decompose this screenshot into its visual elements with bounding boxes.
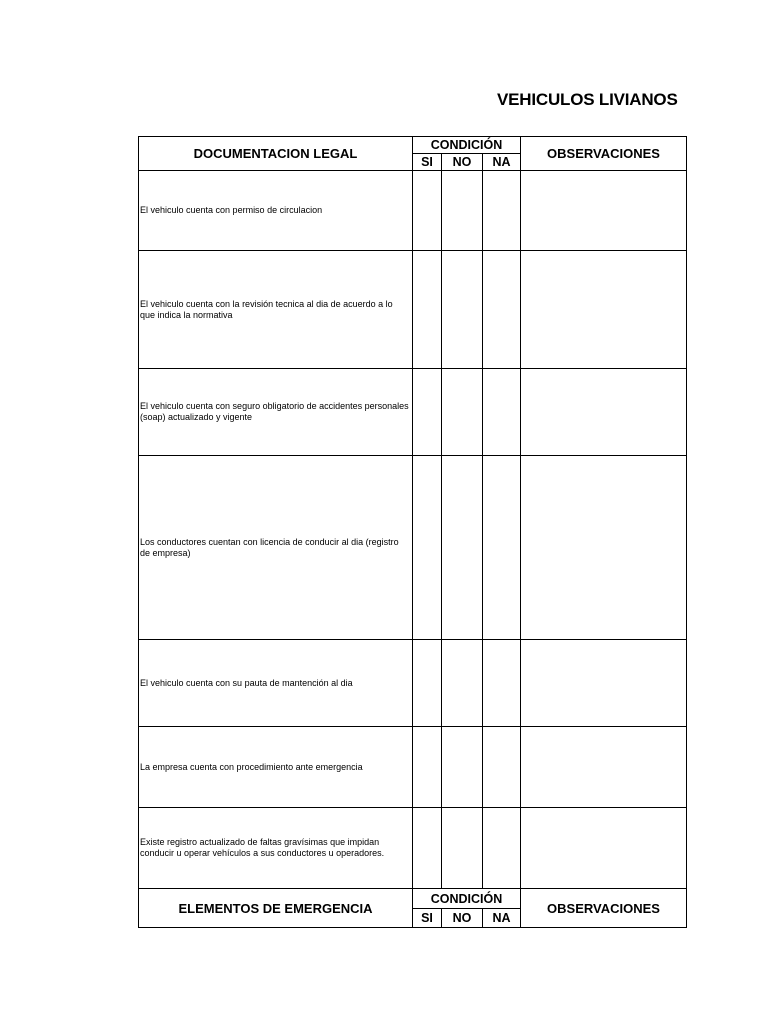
checklist-row: [139, 640, 687, 727]
condition-na-header: NA: [483, 154, 521, 171]
checklist-item-text: Existe registro actualizado de faltas gravísimas que impidan conducir u operar vehículos a sus conductores u operadores.: [139, 808, 413, 889]
si-check-cell[interactable]: [413, 171, 442, 251]
checklist-item-text: El vehiculo cuenta con la revisión tecnica al dia de acuerdo a lo que indica la normativa: [139, 251, 413, 369]
na-check-cell[interactable]: [483, 251, 521, 369]
condition-na-header: NA: [483, 909, 521, 928]
condition-header: CONDICIÓN: [413, 889, 521, 909]
checklist-row: [139, 808, 687, 889]
checklist-row: [139, 727, 687, 808]
si-check-cell[interactable]: [413, 456, 442, 640]
page-title: VEHICULOS LIVIANOS: [497, 90, 678, 109]
observations-cell[interactable]: [521, 727, 687, 808]
condition-header: CONDICIÓN: [413, 137, 521, 154]
checklist-item-text: Los conductores cuentan con licencia de conducir al dia (registro de empresa): [139, 456, 413, 640]
na-check-cell[interactable]: [483, 456, 521, 640]
condition-no-header: NO: [442, 154, 483, 171]
no-check-cell[interactable]: [442, 369, 483, 456]
condition-si-header: SI: [413, 154, 442, 171]
section-header-elementos-de-emergencia: ELEMENTOS DE EMERGENCIA: [139, 889, 413, 928]
si-check-cell[interactable]: [413, 369, 442, 456]
observations-cell[interactable]: [521, 640, 687, 727]
si-check-cell[interactable]: [413, 808, 442, 889]
checklist-item-text: El vehiculo cuenta con su pauta de mantención al dia: [139, 640, 413, 727]
checklist-row: [139, 369, 687, 456]
na-check-cell[interactable]: [483, 640, 521, 727]
no-check-cell[interactable]: [442, 171, 483, 251]
no-check-cell[interactable]: [442, 251, 483, 369]
condition-si-header: SI: [413, 909, 442, 928]
na-check-cell[interactable]: [483, 808, 521, 889]
observations-cell[interactable]: [521, 808, 687, 889]
observations-cell[interactable]: [521, 456, 687, 640]
section-header-documentacion-legal: DOCUMENTACION LEGAL: [139, 137, 413, 171]
checklist-table: [138, 136, 687, 928]
si-check-cell[interactable]: [413, 640, 442, 727]
no-check-cell[interactable]: [442, 456, 483, 640]
checklist-row: [139, 456, 687, 640]
no-check-cell[interactable]: [442, 727, 483, 808]
checklist-row: [139, 251, 687, 369]
checklist-item-text: El vehiculo cuenta con permiso de circulacion: [139, 171, 413, 251]
condition-no-header: NO: [442, 909, 483, 928]
observations-cell[interactable]: [521, 251, 687, 369]
checklist-item-text: El vehiculo cuenta con seguro obligatorio de accidentes personales (soap) actualizado y vigente: [139, 369, 413, 456]
no-check-cell[interactable]: [442, 808, 483, 889]
observations-cell[interactable]: [521, 171, 687, 251]
observations-header: OBSERVACIONES: [521, 889, 687, 928]
observations-cell[interactable]: [521, 369, 687, 456]
na-check-cell[interactable]: [483, 171, 521, 251]
si-check-cell[interactable]: [413, 727, 442, 808]
checklist-row: [139, 171, 687, 251]
na-check-cell[interactable]: [483, 727, 521, 808]
na-check-cell[interactable]: [483, 369, 521, 456]
no-check-cell[interactable]: [442, 640, 483, 727]
si-check-cell[interactable]: [413, 251, 442, 369]
observations-header: OBSERVACIONES: [521, 137, 687, 171]
checklist-item-text: La empresa cuenta con procedimiento ante emergencia: [139, 727, 413, 808]
